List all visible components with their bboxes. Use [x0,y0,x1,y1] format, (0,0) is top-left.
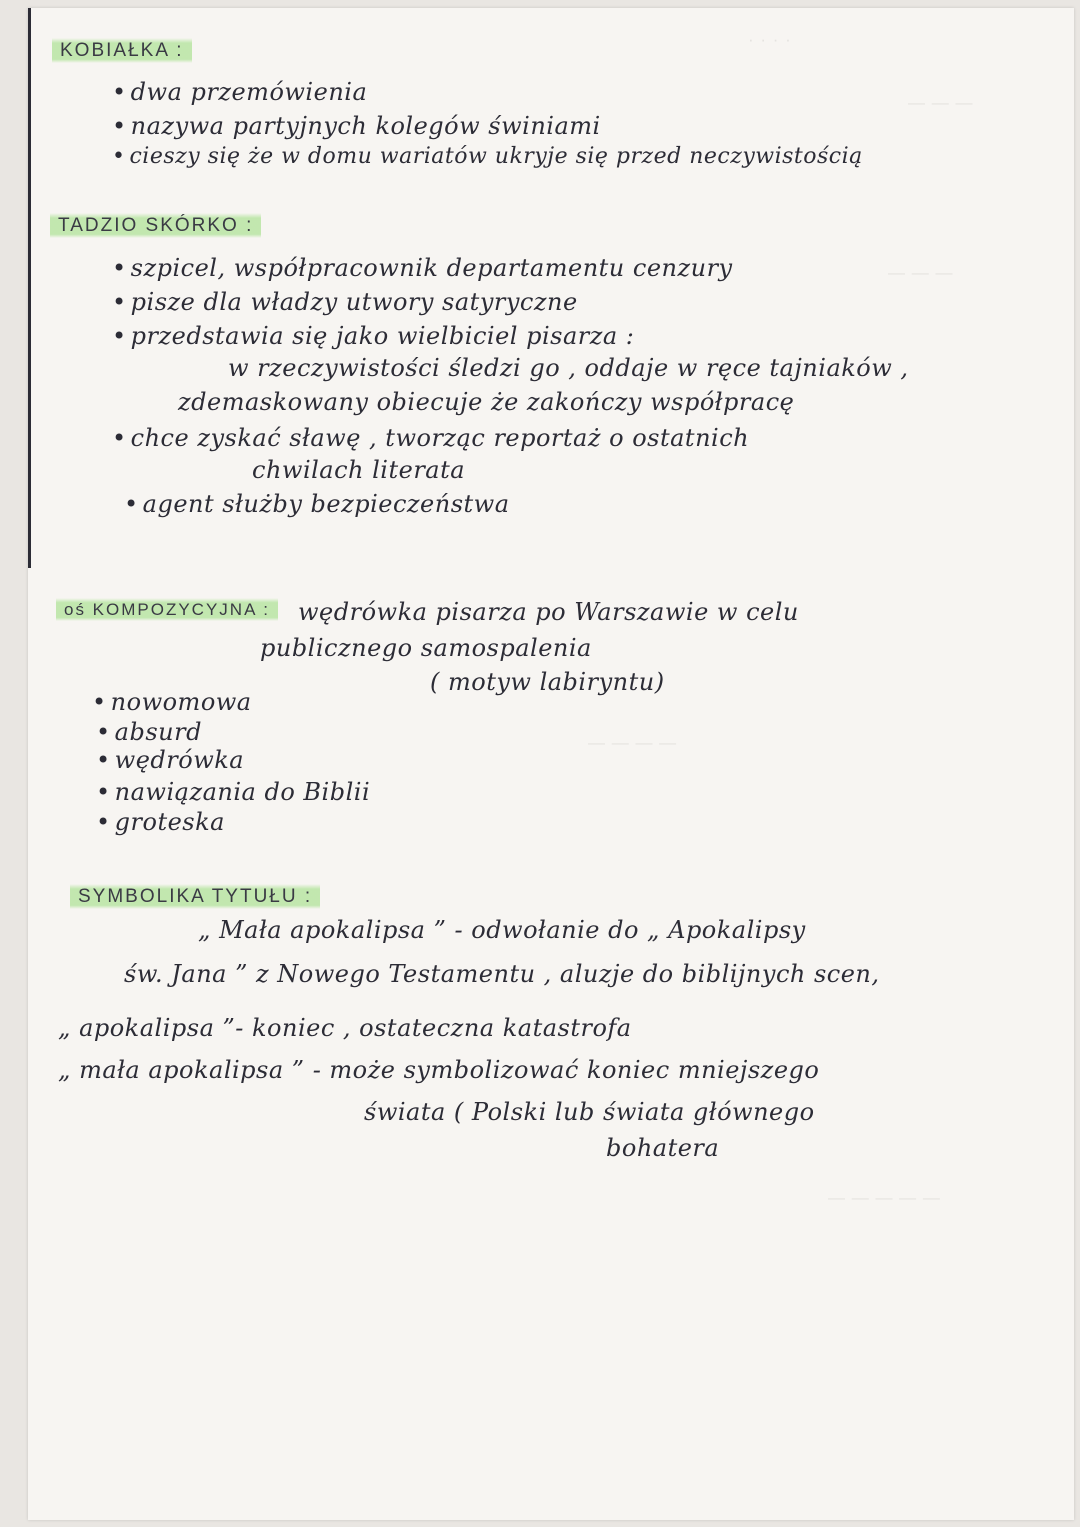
list-item: • nawiązania do Biblii [96,778,370,806]
list-item: • nowomowa [92,688,252,716]
symbolika-text: „ Mała apokalipsa ” - odwołanie do „ Apokalipsy [198,916,806,944]
symbolika-text: „ mała apokalipsa ” - może symbolizować koniec mniejszego [58,1056,820,1084]
symbolika-text: bohatera [606,1134,720,1162]
symbolika-text: świata ( Polski lub świata głównego [364,1098,815,1126]
bleed-through: — — — [908,93,974,112]
list-item-continuation: w rzeczywistości śledzi go , oddaje w ręce tajniaków , [228,354,909,382]
list-item-continuation: zdemaskowany obiecuje że zakończy współpracę [178,388,795,416]
list-item: • cieszy się że w domu wariatów ukryje się przed neczywistością [112,144,863,169]
heading-kobialka: KOBIAŁKA : [52,38,192,63]
list-item-continuation: chwilach literata [252,456,466,484]
list-item: • groteska [96,808,225,836]
heading-symbolika: SYMBOLIKA TYTUŁU : [70,884,320,909]
list-item: • dwa przemówienia [112,78,367,106]
kompozycja-text: publicznego samospalenia [260,634,592,662]
heading-tadzio: TADZIO SKÓRKO : [50,213,261,238]
list-item: • chce zyskać sławę , tworząc reportaż o ostatnich [112,424,749,452]
list-item: • absurd [96,718,202,746]
list-item: • nazywa partyjnych kolegów świniami [112,112,601,140]
kompozycja-text: ( motyw labiryntu) [430,668,665,696]
list-item: • wędrówka [96,746,244,774]
list-item: • przedstawia się jako wielbiciel pisarza : [112,322,634,350]
notebook-page [28,8,1074,1520]
symbolika-text: św. Jana ” z Nowego Testamentu , aluzje do biblijnych scen, [124,960,880,988]
bleed-through: — — — — — [828,1188,941,1207]
list-item: • szpicel, współpracownik departamentu cenzury [112,254,733,282]
margin-line [28,8,31,568]
bleed-through: — — — — [588,733,678,752]
symbolika-text: „ apokalipsa ”- koniec , ostateczna katastrofa [58,1014,632,1042]
bleed-through: · · · · [748,30,792,49]
list-item: • pisze dla władzy utwory satyryczne [112,288,578,316]
bleed-through: — — — [888,263,954,282]
list-item: • agent służby bezpieczeństwa [124,490,510,518]
heading-kompozycja: oś KOMPOZYCYJNA : [56,598,278,621]
kompozycja-text: wędrówka pisarza po Warszawie w celu [298,598,799,626]
